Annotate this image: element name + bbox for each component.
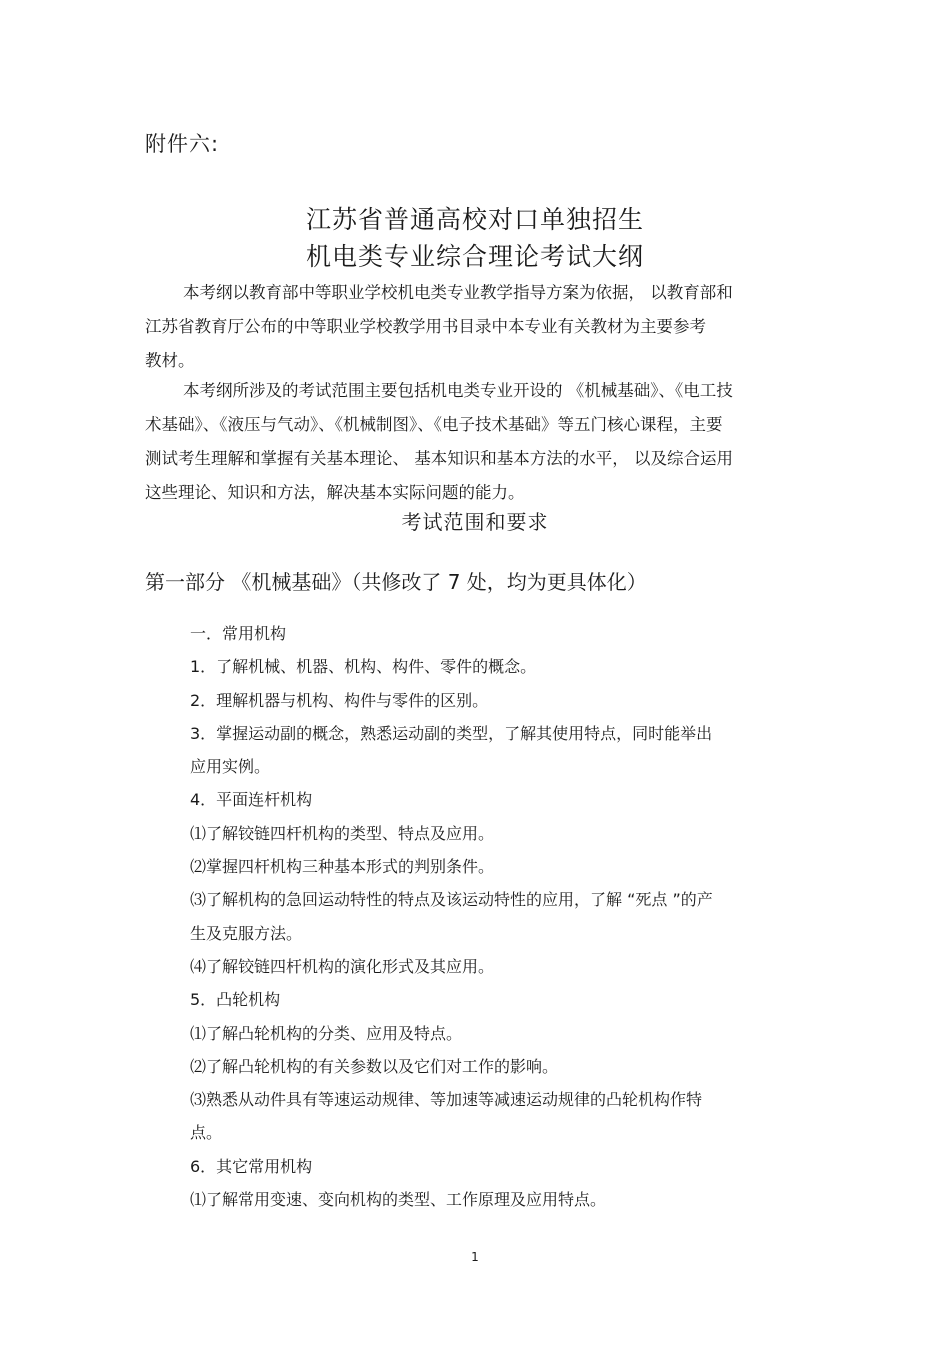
list-item: 1．了解机械、机器、机构、构件、零件的概念。 — [190, 657, 537, 677]
list-item: ⑴了解凸轮机构的分类、应用及特点。 — [190, 1023, 463, 1043]
part-heading: 第一部分 《机械基础》（共修改了 7 处，均为更具体化） — [145, 570, 647, 594]
list-item: 应用实例。 — [190, 757, 271, 777]
list-item: 生及克服方法。 — [190, 923, 303, 943]
list-item: ⑷了解铰链四杆机构的演化形式及其应用。 — [190, 956, 495, 976]
list-item: ⑴了解常用变速、变向机构的类型、工作原理及应用特点。 — [190, 1190, 607, 1210]
paragraph-line: 术基础》、《液压与气动》、《机械制图》、《电子技术基础》等五门核心课程，主要 — [145, 415, 723, 434]
list-item: ⑵了解凸轮机构的有关参数以及它们对工作的影响。 — [190, 1056, 559, 1076]
list-item: 2．理解机器与机构、构件与零件的区别。 — [190, 690, 489, 710]
list-item: ⑶熟悉从动件具有等速运动规律、等加速等减速运动规律的凸轮机构作特 — [190, 1090, 703, 1110]
list-item: ⑶了解机构的急回运动特性的特点及该运动特性的应用，了解 “死点 ”的产 — [190, 890, 713, 910]
annex-label: 附件六: — [145, 132, 220, 156]
list-item: 6．其它常用机构 — [190, 1156, 313, 1176]
syllabus-item-list — [190, 617, 810, 1216]
intro-paragraph-1 — [145, 276, 805, 378]
paragraph-line: 本考纲所涉及的考试范围主要包括机电类专业开设的 《机械基础》、《电工技 — [183, 381, 733, 400]
list-item: ⑴了解铰链四杆机构的类型、特点及应用。 — [190, 823, 495, 843]
list-item: 点。 — [190, 1123, 223, 1143]
section-heading: 考试范围和要求 — [401, 510, 549, 534]
list-item: 5．凸轮机构 — [190, 990, 281, 1010]
document-title-line-1: 江苏省普通高校对口单独招生 — [305, 205, 644, 234]
document-title-line-2: 机电类专业综合理论考试大纲 — [305, 242, 644, 271]
paragraph-line: 这些理论、知识和方法，解决基本实际问题的能力。 — [145, 483, 525, 502]
list-item: 4．平面连杆机构 — [190, 790, 313, 810]
intro-paragraph-2 — [145, 374, 805, 510]
list-item: 3．掌握运动副的概念，熟悉运动副的类型，了解其使用特点，同时能举出 — [190, 723, 713, 743]
paragraph-line: 测试考生理解和掌握有关基本理论、 基本知识和基本方法的水平， 以及综合运用 — [145, 449, 733, 468]
page-number: 1 — [471, 1250, 479, 1264]
list-item: ⑵掌握四杆机构三种基本形式的判别条件。 — [190, 857, 495, 877]
paragraph-line: 教材。 — [145, 351, 195, 370]
paragraph-line: 江苏省教育厅公布的中等职业学校教学用书目录中本专业有关教材为主要参考 — [145, 317, 706, 336]
list-item: 一．常用机构 — [190, 624, 287, 643]
paragraph-line: 本考纲以教育部中等职业学校机电类专业教学指导方案为依据， 以教育部和 — [183, 283, 733, 302]
